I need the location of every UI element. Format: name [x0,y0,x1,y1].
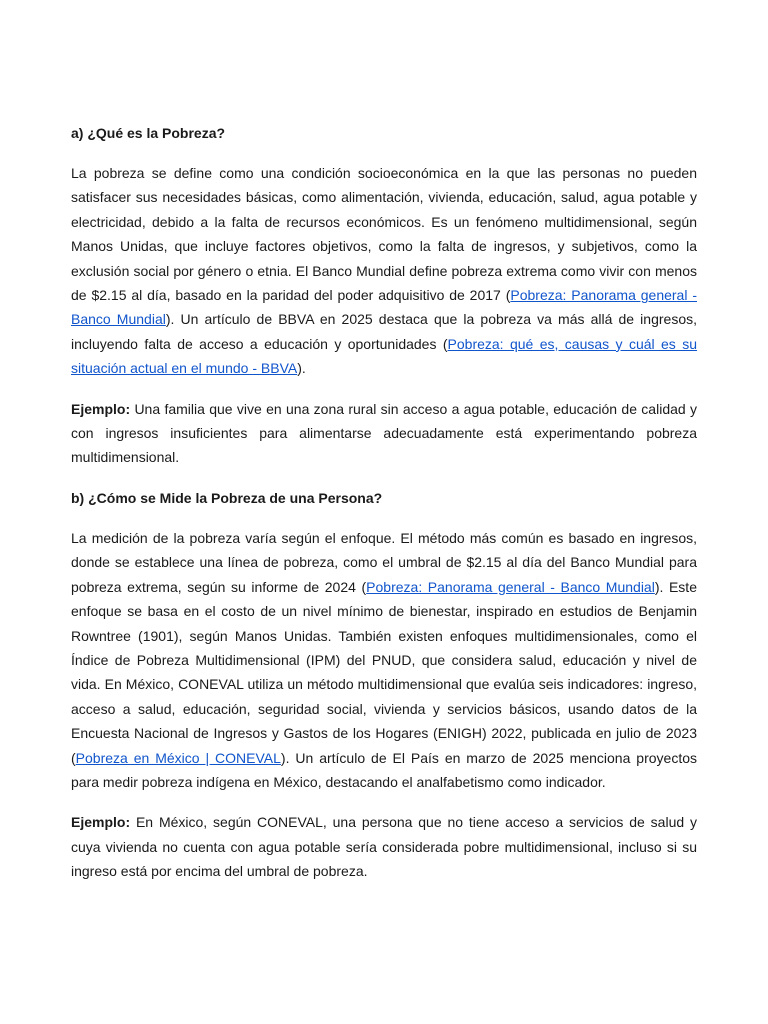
example-label: Ejemplo: [71,814,131,831]
section-a-text-3: ). [297,360,306,377]
example-label: Ejemplo: [71,400,131,417]
link-banco-mundial-2[interactable]: Pobreza: Panorama general - Banco Mundial [366,578,655,595]
section-a-paragraph [71,161,697,381]
section-b-text-2: ). Este enfoque se basa en el costo de un nivel mínimo de bienestar, inspirado en estudios de Benjamin Rowntree (1901), según Manos Unidas. También existen enfoques multidimensionales, como el Índice de Pobreza Multidimensional (IPM) del PNUD, que considera salud, educación y nivel de vida. En México, CONEVAL utiliza un método multidimensional que evalúa seis indicadores: ingreso, acceso a salud, educación, seguridad social, vivienda y servicios básicos, usando datos de la Encuesta Nacional de Ingresos y Gastos de los Hogares (ENIGH) 2022, publicada en julio de 2023 ( [71,578,697,766]
section-b-paragraph [71,526,697,794]
section-b-text-3: ). Un artículo de El País en marzo de 2025 menciona proyectos para medir pobreza indígena en México, destacando el analfabetismo como indicador. [71,749,697,790]
section-a-text-2: ). Un artículo de BBVA en 2025 destaca que la pobreza va más allá de ingresos, incluyendo falta de acceso a educación y oportunidades ( [71,311,697,352]
section-a-heading: a) ¿Qué es la Pobreza? [71,125,226,141]
section-a-text-1: La pobreza se define como una condición socioeconómica en la que las personas no pueden satisfacer sus necesidades básicas, como alimentación, vivienda, educación, salud, agua potable y electricidad, debido a la falta de recursos económicos. Es un fenómeno multidimensional, según Manos Unidas, que incluye factores objetivos, como la falta de ingresos, y subjetivos, como la exclusión social por género o etnia. El Banco Mundial define pobreza extrema como vivir con menos de $2.15 al día, basado en la paridad del poder adquisitivo de 2017 ( [71,165,697,304]
link-banco-mundial[interactable]: Pobreza: Panorama general - Banco Mundial [71,287,697,328]
link-coneval[interactable]: Pobreza en México | CONEVAL [75,749,281,766]
section-b-text-1: La medición de la pobreza varía según el enfoque. El método más común es basado en ingresos, donde se establece una línea de pobreza, como el umbral de $2.15 al día del Banco Mundial para pobreza extrema, según su informe de 2024 ( [71,529,697,595]
example-text: En México, según CONEVAL, una persona que no tiene acceso a servicios de salud y cuya vivienda no cuenta con agua potable sería considerada pobre multidimensional, incluso si su ingreso está por encima del umbral de pobreza. [71,814,697,880]
section-a-example [71,397,697,470]
link-bbva[interactable]: Pobreza: qué es, causas y cuál es su situación actual en el mundo - BBVA [71,335,697,377]
document-page [71,121,697,900]
example-text: Una familia que vive en una zona rural sin acceso a agua potable, educación de calidad y con ingresos insuficientes para alimentarse adecuadamente está experimentando pobreza multidimensional. [71,400,697,466]
section-b-example [71,810,697,883]
section-b-heading: b) ¿Cómo se Mide la Pobreza de una Persona? [71,489,383,506]
